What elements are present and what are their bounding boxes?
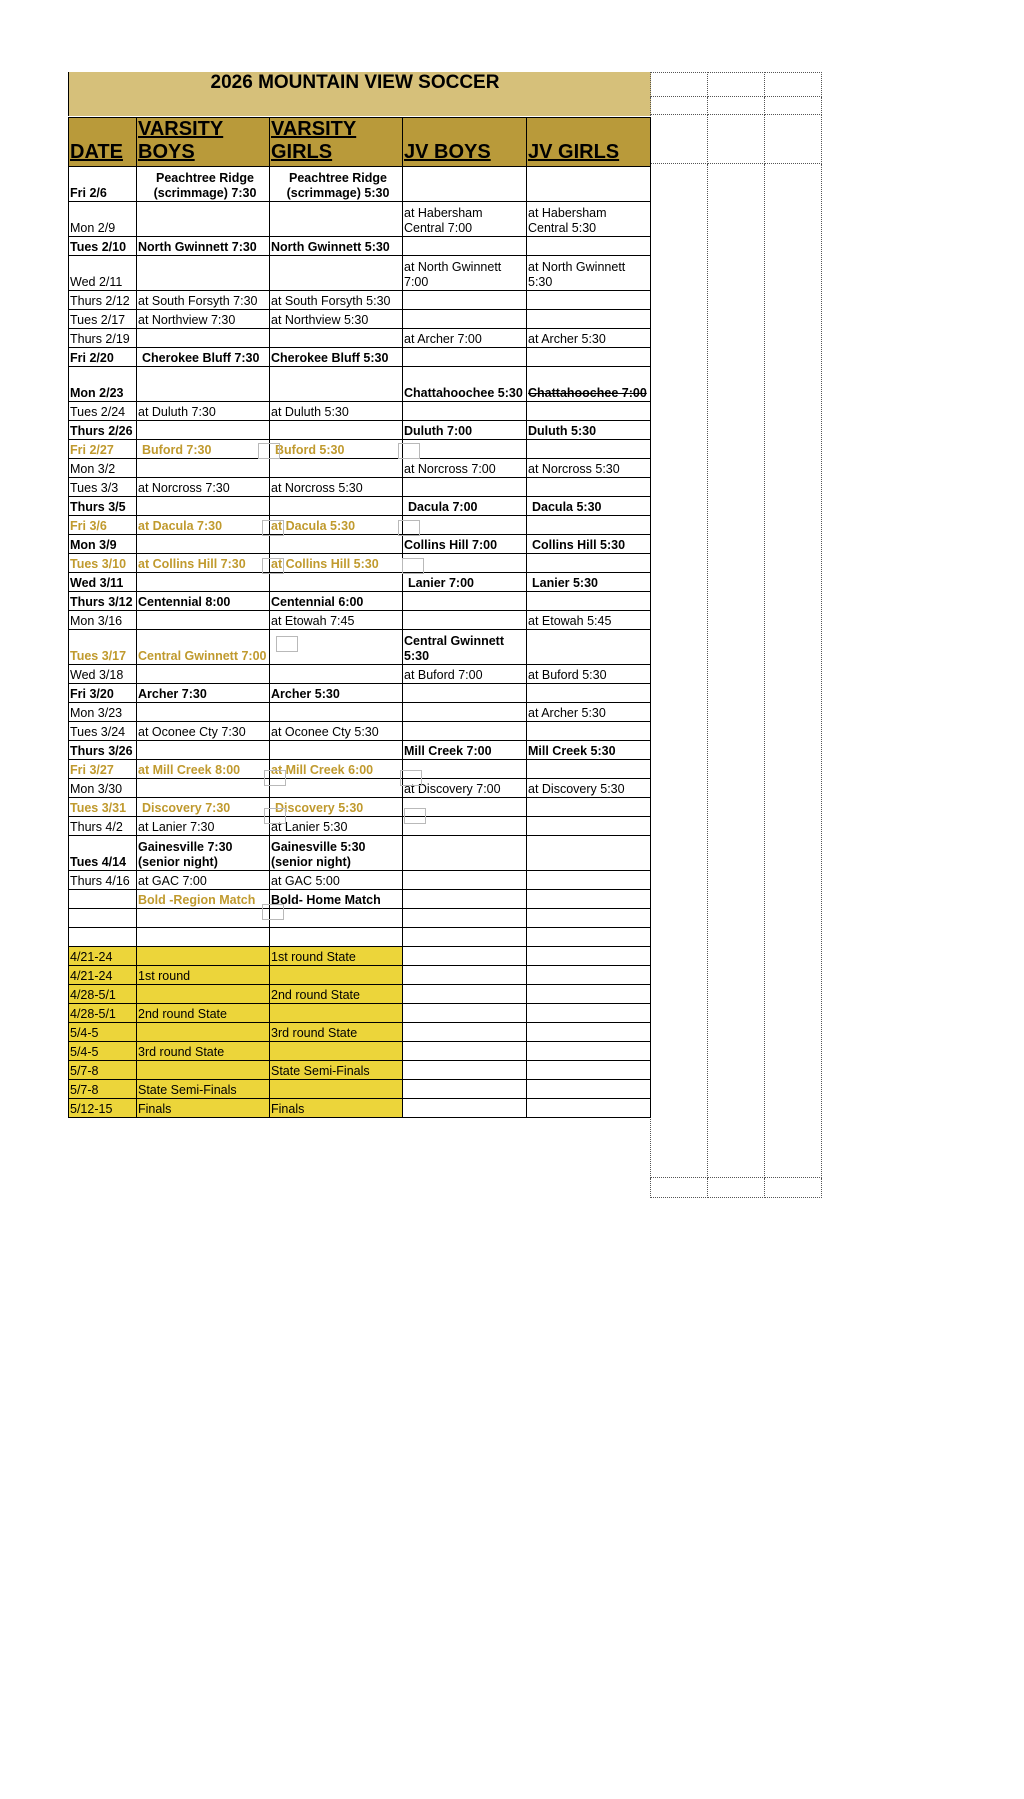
varsity-boys-cell [137, 703, 270, 722]
jv-boys-cell [403, 440, 527, 459]
state-boys-cell: 2nd round State [137, 1004, 270, 1023]
jv-girls-cell [527, 348, 651, 367]
jv-girls-cell: Lanier 5:30 [527, 573, 651, 592]
date-cell: Tues 2/10 [69, 237, 137, 256]
date-cell: Fri 3/6 [69, 516, 137, 535]
jv-girls-cell [527, 402, 651, 421]
jv-boys-cell [403, 402, 527, 421]
title-band [68, 72, 651, 116]
varsity-girls-cell: at Oconee Cty 5:30 [270, 722, 403, 741]
varsity-girls-cell [270, 779, 403, 798]
varsity-girls-cell: Discovery 5:30 [270, 798, 403, 817]
state-row [69, 1099, 651, 1118]
date-cell: Mon 2/23 [69, 367, 137, 402]
table-row [69, 329, 651, 348]
table-row [69, 573, 651, 592]
state-row [69, 947, 651, 966]
empty-dotted-grid [650, 72, 822, 1198]
jv-boys-cell [403, 703, 527, 722]
jv-girls-cell: at Discovery 5:30 [527, 779, 651, 798]
table-row [69, 665, 651, 684]
jv-boys-cell: Chattahoochee 5:30 [403, 367, 527, 402]
varsity-girls-cell: Centennial 6:00 [270, 592, 403, 611]
varsity-boys-cell [137, 779, 270, 798]
state-girls-cell: State Semi-Finals [270, 1061, 403, 1080]
table-row [69, 741, 651, 760]
table-row [69, 779, 651, 798]
state-boys-cell: State Semi-Finals [137, 1080, 270, 1099]
table-row [69, 367, 651, 402]
table-row [69, 760, 651, 779]
state-girls-cell: 2nd round State [270, 985, 403, 1004]
date-cell: Thurs 3/12 [69, 592, 137, 611]
checkbox-artifact [258, 443, 280, 459]
jv-boys-cell [403, 348, 527, 367]
varsity-girls-cell: at South Forsyth 5:30 [270, 291, 403, 310]
jv-boys-cell: at Habersham Central 7:00 [403, 202, 527, 237]
varsity-girls-cell [270, 367, 403, 402]
date-cell: Tues 2/17 [69, 310, 137, 329]
jv-girls-cell [527, 592, 651, 611]
table-row [69, 836, 651, 871]
table-row [69, 497, 651, 516]
varsity-boys-cell [137, 573, 270, 592]
jv-girls-cell: at Norcross 5:30 [527, 459, 651, 478]
varsity-boys-cell: at Dacula 7:30 [137, 516, 270, 535]
varsity-boys-cell: at Mill Creek 8:00 [137, 760, 270, 779]
table-row [69, 592, 651, 611]
jv-girls-cell: Dacula 5:30 [527, 497, 651, 516]
table-row [69, 798, 651, 817]
date-cell: Tues 3/31 [69, 798, 137, 817]
jv-girls-cell [527, 440, 651, 459]
varsity-boys-cell: Gainesville 7:30 (senior night) [137, 836, 270, 871]
table-row [69, 722, 651, 741]
jv-boys-cell: at Archer 7:00 [403, 329, 527, 348]
state-date-cell: 5/4-5 [69, 1023, 137, 1042]
jv-boys-cell: Collins Hill 7:00 [403, 535, 527, 554]
varsity-boys-cell: at Norcross 7:30 [137, 478, 270, 497]
varsity-girls-cell: at Lanier 5:30 [270, 817, 403, 836]
state-date-cell: 5/4-5 [69, 1042, 137, 1061]
date-cell: Tues 3/17 [69, 630, 137, 665]
varsity-girls-cell [270, 573, 403, 592]
varsity-girls-cell: at Collins Hill 5:30 [270, 554, 403, 573]
varsity-girls-cell: Peachtree Ridge (scrimmage) 5:30 [270, 167, 403, 202]
state-row [69, 966, 651, 985]
jv-boys-cell: Duluth 7:00 [403, 421, 527, 440]
state-girls-cell: Finals [270, 1099, 403, 1118]
varsity-boys-cell [137, 611, 270, 630]
jv-boys-cell [403, 516, 527, 535]
varsity-girls-cell [270, 202, 403, 237]
jv-boys-cell [403, 237, 527, 256]
jv-boys-cell: at North Gwinnett 7:00 [403, 256, 527, 291]
varsity-boys-cell: at Northview 7:30 [137, 310, 270, 329]
varsity-boys-cell: North Gwinnett 7:30 [137, 237, 270, 256]
state-date-cell: 4/28-5/1 [69, 985, 137, 1004]
table-row [69, 348, 651, 367]
varsity-boys-cell: at GAC 7:00 [137, 871, 270, 890]
state-girls-cell: 3rd round State [270, 1023, 403, 1042]
jv-girls-cell: at Archer 5:30 [527, 329, 651, 348]
header-date: DATE [69, 118, 137, 167]
date-cell: Mon 3/30 [69, 779, 137, 798]
varsity-girls-cell [270, 256, 403, 291]
date-cell: Mon 3/2 [69, 459, 137, 478]
state-girls-cell [270, 1080, 403, 1099]
state-date-cell: 5/7-8 [69, 1061, 137, 1080]
date-cell: Fri 2/6 [69, 167, 137, 202]
jv-boys-cell [403, 291, 527, 310]
jv-boys-cell [403, 684, 527, 703]
legend-region-match: Bold -Region Match [137, 890, 270, 909]
table-row [69, 202, 651, 237]
checkbox-artifact [262, 558, 284, 574]
table-row [69, 291, 651, 310]
table-row [69, 459, 651, 478]
varsity-girls-cell: at Etowah 7:45 [270, 611, 403, 630]
date-cell: Mon 3/23 [69, 703, 137, 722]
varsity-boys-cell [137, 497, 270, 516]
header-row [69, 118, 651, 167]
jv-boys-cell [403, 611, 527, 630]
checkbox-artifact [264, 770, 286, 786]
varsity-girls-cell [270, 459, 403, 478]
varsity-girls-cell: Buford 5:30 [270, 440, 403, 459]
jv-girls-cell [527, 836, 651, 871]
jv-girls-cell: at Habersham Central 5:30 [527, 202, 651, 237]
varsity-girls-cell [270, 703, 403, 722]
jv-girls-cell: at Buford 5:30 [527, 665, 651, 684]
checkbox-artifact [276, 636, 298, 652]
date-cell: Fri 3/20 [69, 684, 137, 703]
varsity-boys-cell: Buford 7:30 [137, 440, 270, 459]
date-cell: Tues 3/10 [69, 554, 137, 573]
state-row [69, 985, 651, 1004]
state-girls-cell [270, 1042, 403, 1061]
state-row [69, 1080, 651, 1099]
state-boys-cell: 1st round [137, 966, 270, 985]
varsity-boys-cell [137, 202, 270, 237]
table-row [69, 817, 651, 836]
table-row [69, 167, 651, 202]
state-girls-cell [270, 1004, 403, 1023]
state-boys-cell [137, 1023, 270, 1042]
varsity-boys-cell [137, 665, 270, 684]
varsity-boys-cell [137, 535, 270, 554]
checkbox-artifact [404, 808, 426, 824]
varsity-boys-cell: Archer 7:30 [137, 684, 270, 703]
state-date-cell: 4/28-5/1 [69, 1004, 137, 1023]
varsity-girls-cell: at Mill Creek 6:00 [270, 760, 403, 779]
state-date-cell: 4/21-24 [69, 966, 137, 985]
table-row [69, 402, 651, 421]
varsity-girls-cell: at Duluth 5:30 [270, 402, 403, 421]
varsity-boys-cell [137, 367, 270, 402]
state-row [69, 1042, 651, 1061]
jv-girls-cell: Duluth 5:30 [527, 421, 651, 440]
jv-girls-cell [527, 310, 651, 329]
date-cell: Fri 2/20 [69, 348, 137, 367]
header-jv-girls: JV GIRLS [527, 118, 651, 167]
table-row [69, 310, 651, 329]
varsity-girls-cell [270, 741, 403, 760]
jv-girls-cell: at Etowah 5:45 [527, 611, 651, 630]
varsity-boys-cell [137, 329, 270, 348]
date-cell: Tues 3/24 [69, 722, 137, 741]
varsity-boys-cell: Central Gwinnett 7:00 [137, 630, 270, 665]
varsity-boys-cell [137, 459, 270, 478]
table-row [69, 535, 651, 554]
date-cell: Mon 2/9 [69, 202, 137, 237]
state-date-cell: 5/12-15 [69, 1099, 137, 1118]
schedule-table [68, 117, 651, 1118]
jv-boys-cell: Mill Creek 7:00 [403, 741, 527, 760]
varsity-boys-cell: at Collins Hill 7:30 [137, 554, 270, 573]
varsity-girls-cell: at Dacula 5:30 [270, 516, 403, 535]
jv-girls-cell [527, 817, 651, 836]
jv-girls-cell: at North Gwinnett 5:30 [527, 256, 651, 291]
jv-boys-cell [403, 310, 527, 329]
state-girls-cell: 1st round State [270, 947, 403, 966]
page-title: 2026 MOUNTAIN VIEW SOCCER [210, 72, 500, 93]
jv-boys-cell [403, 592, 527, 611]
blank-row [69, 909, 651, 928]
varsity-girls-cell [270, 665, 403, 684]
checkbox-artifact [262, 904, 284, 920]
jv-girls-cell [527, 684, 651, 703]
jv-girls-cell [527, 798, 651, 817]
checkbox-artifact [398, 443, 420, 459]
varsity-boys-cell: at Duluth 7:30 [137, 402, 270, 421]
varsity-girls-cell [270, 329, 403, 348]
jv-girls-cell: Mill Creek 5:30 [527, 741, 651, 760]
blank-row [69, 928, 651, 947]
varsity-girls-cell: Cherokee Bluff 5:30 [270, 348, 403, 367]
table-row [69, 684, 651, 703]
table-row [69, 478, 651, 497]
date-cell: Thurs 3/5 [69, 497, 137, 516]
state-boys-cell: Finals [137, 1099, 270, 1118]
jv-boys-cell: Central Gwinnett 5:30 [403, 630, 527, 665]
jv-boys-cell [403, 478, 527, 497]
varsity-boys-cell [137, 256, 270, 291]
date-cell: Wed 3/11 [69, 573, 137, 592]
date-cell: Mon 3/16 [69, 611, 137, 630]
varsity-girls-cell: at Northview 5:30 [270, 310, 403, 329]
table-row [69, 256, 651, 291]
jv-girls-cell [527, 554, 651, 573]
checkbox-artifact [400, 770, 422, 786]
jv-girls-cell [527, 167, 651, 202]
date-cell: Tues 4/14 [69, 836, 137, 871]
varsity-boys-cell: at Lanier 7:30 [137, 817, 270, 836]
table-row [69, 871, 651, 890]
state-boys-cell [137, 947, 270, 966]
jv-boys-cell: Dacula 7:00 [403, 497, 527, 516]
checkbox-artifact [398, 520, 420, 536]
varsity-boys-cell: at South Forsyth 7:30 [137, 291, 270, 310]
header-varsity-boys: VARSITY BOYS [137, 118, 270, 167]
jv-boys-cell: at Norcross 7:00 [403, 459, 527, 478]
state-girls-cell [270, 966, 403, 985]
varsity-boys-cell: Centennial 8:00 [137, 592, 270, 611]
date-cell: Thurs 2/19 [69, 329, 137, 348]
jv-boys-cell [403, 722, 527, 741]
jv-boys-cell: Lanier 7:00 [403, 573, 527, 592]
state-date-cell: 5/7-8 [69, 1080, 137, 1099]
table-row [69, 421, 651, 440]
date-cell: Thurs 3/26 [69, 741, 137, 760]
state-date-cell: 4/21-24 [69, 947, 137, 966]
table-row [69, 630, 651, 665]
varsity-girls-cell [270, 535, 403, 554]
jv-girls-cell [527, 760, 651, 779]
header-varsity-girls: VARSITY GIRLS [270, 118, 403, 167]
date-cell: Thurs 2/12 [69, 291, 137, 310]
legend-row [69, 890, 651, 909]
state-boys-cell [137, 985, 270, 1004]
varsity-girls-cell: Gainesville 5:30 (senior night) [270, 836, 403, 871]
table-row [69, 440, 651, 459]
table-row [69, 611, 651, 630]
varsity-boys-cell [137, 421, 270, 440]
jv-boys-cell [403, 836, 527, 871]
varsity-girls-cell [270, 497, 403, 516]
varsity-boys-cell: Cherokee Bluff 7:30 [137, 348, 270, 367]
varsity-girls-cell: Archer 5:30 [270, 684, 403, 703]
varsity-boys-cell [137, 741, 270, 760]
checkbox-artifact [402, 558, 424, 574]
legend-home-match: Bold- Home Match [270, 890, 403, 909]
varsity-boys-cell: Peachtree Ridge (scrimmage) 7:30 [137, 167, 270, 202]
table-row [69, 237, 651, 256]
varsity-boys-cell: at Oconee Cty 7:30 [137, 722, 270, 741]
state-boys-cell [137, 1061, 270, 1080]
jv-girls-cell: Collins Hill 5:30 [527, 535, 651, 554]
varsity-boys-cell: Discovery 7:30 [137, 798, 270, 817]
date-cell: Fri 2/27 [69, 440, 137, 459]
jv-girls-cell: Chattahoochee 7:00 [527, 367, 651, 402]
date-cell: Thurs 2/26 [69, 421, 137, 440]
state-row [69, 1004, 651, 1023]
date-cell: Tues 2/24 [69, 402, 137, 421]
table-row [69, 516, 651, 535]
jv-boys-cell: at Discovery 7:00 [403, 779, 527, 798]
jv-girls-cell: at Archer 5:30 [527, 703, 651, 722]
state-row [69, 1023, 651, 1042]
varsity-girls-cell: at GAC 5:00 [270, 871, 403, 890]
varsity-girls-cell [270, 421, 403, 440]
date-cell: Wed 2/11 [69, 256, 137, 291]
jv-boys-cell: at Buford 7:00 [403, 665, 527, 684]
checkbox-artifact [262, 520, 284, 536]
table-row [69, 554, 651, 573]
date-cell: Fri 3/27 [69, 760, 137, 779]
jv-girls-cell [527, 722, 651, 741]
varsity-girls-cell: at Norcross 5:30 [270, 478, 403, 497]
state-row [69, 1061, 651, 1080]
varsity-girls-cell: North Gwinnett 5:30 [270, 237, 403, 256]
jv-boys-cell [403, 167, 527, 202]
jv-boys-cell [403, 871, 527, 890]
jv-girls-cell [527, 630, 651, 665]
header-jv-boys: JV BOYS [403, 118, 527, 167]
jv-girls-cell [527, 871, 651, 890]
date-cell: Wed 3/18 [69, 665, 137, 684]
jv-girls-cell [527, 478, 651, 497]
date-cell: Mon 3/9 [69, 535, 137, 554]
date-cell: Thurs 4/16 [69, 871, 137, 890]
date-cell: Tues 3/3 [69, 478, 137, 497]
table-row [69, 703, 651, 722]
date-cell: Thurs 4/2 [69, 817, 137, 836]
jv-girls-cell [527, 291, 651, 310]
state-boys-cell: 3rd round State [137, 1042, 270, 1061]
jv-girls-cell [527, 237, 651, 256]
jv-girls-cell [527, 516, 651, 535]
checkbox-artifact [264, 808, 286, 824]
